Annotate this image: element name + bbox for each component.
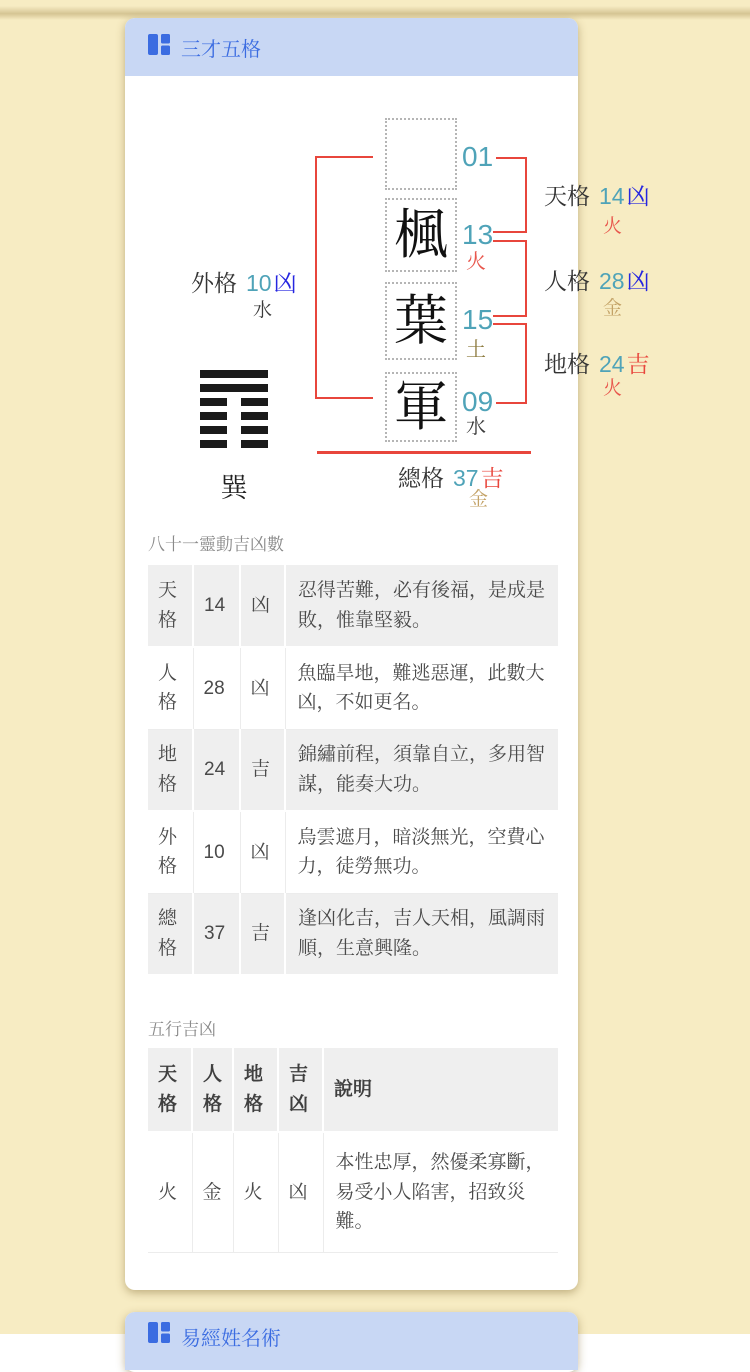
table-row bbox=[148, 647, 558, 729]
name-char-box bbox=[385, 372, 457, 442]
sancai-card bbox=[125, 18, 650, 1290]
cell-grid: 總格 bbox=[148, 893, 193, 975]
stroke-count: 13 bbox=[462, 219, 494, 250]
hexagram-line-broken bbox=[200, 412, 268, 420]
cell-value: 28 bbox=[193, 647, 240, 729]
grid-name: 天格 bbox=[544, 183, 590, 209]
outer-grid-label bbox=[191, 270, 297, 296]
grid-luck: 吉 bbox=[626, 351, 650, 377]
cell-desc: 忍得苦難，必有後福，是成是敗，惟靠堅毅。 bbox=[285, 565, 558, 647]
grid-value: 24 bbox=[599, 351, 625, 377]
grid-name: 人格 bbox=[544, 268, 590, 294]
table-row bbox=[148, 565, 558, 647]
header-cell: 說明 bbox=[323, 1048, 558, 1132]
card-title: 三才五格 bbox=[181, 38, 261, 61]
stroke-element: 水 bbox=[466, 416, 486, 438]
hexagram-label: 巽 bbox=[220, 473, 248, 503]
heaven-grid-bracket-line bbox=[493, 231, 527, 233]
earth-grid-bracket-line bbox=[496, 402, 527, 404]
cell-luck: 吉 bbox=[240, 729, 285, 811]
heaven-grid-bracket-line bbox=[525, 157, 527, 233]
cell-di-element: 火 bbox=[233, 1132, 278, 1252]
cell-value: 10 bbox=[193, 811, 240, 893]
sancai-card-header bbox=[125, 18, 578, 76]
grid-name: 總格 bbox=[398, 465, 444, 491]
heaven-grid-bracket-line bbox=[496, 157, 527, 159]
grid-value: 10 bbox=[246, 270, 272, 296]
eighty-one-table bbox=[148, 565, 558, 976]
cell-grid: 地格 bbox=[148, 729, 193, 811]
earth-grid-label bbox=[544, 351, 650, 377]
name-char-box bbox=[385, 282, 457, 360]
table-row bbox=[148, 893, 558, 975]
person-grid-element: 金 bbox=[603, 298, 623, 319]
grid-luck: 吉 bbox=[480, 465, 504, 491]
stroke-element: 土 bbox=[466, 339, 486, 361]
section-title-five-elements: 五行吉凶 bbox=[148, 1020, 216, 1039]
person-grid-label bbox=[544, 268, 650, 294]
outer-grid-bracket-line bbox=[315, 397, 373, 399]
cell-value: 37 bbox=[193, 893, 240, 975]
grid-luck: 凶 bbox=[273, 270, 297, 296]
stroke-element: 火 bbox=[466, 251, 486, 273]
header-cell: 人格 bbox=[192, 1048, 233, 1132]
total-grid-label bbox=[398, 465, 504, 491]
cell-luck: 凶 bbox=[240, 647, 285, 729]
total-grid-underline bbox=[317, 451, 531, 454]
grid-value: 14 bbox=[599, 183, 625, 209]
grid-name: 地格 bbox=[544, 351, 590, 377]
person-grid-bracket-line bbox=[493, 240, 527, 242]
header-cell: 天格 bbox=[148, 1048, 192, 1132]
grid-luck: 凶 bbox=[626, 268, 650, 294]
outer-grid-element: 水 bbox=[253, 300, 273, 321]
grid-value: 28 bbox=[599, 268, 625, 294]
cell-desc: 錦繡前程，須靠自立，多用智謀，能奏大功。 bbox=[285, 729, 558, 811]
header-cell: 地格 bbox=[233, 1048, 278, 1132]
cell-tian-element: 火 bbox=[148, 1132, 192, 1252]
hexagram-line-broken bbox=[200, 398, 268, 406]
cell-value: 24 bbox=[193, 729, 240, 811]
cell-desc: 烏雲遮月，暗淡無光，空費心力，徒勞無功。 bbox=[285, 811, 558, 893]
name-char: 軍 bbox=[394, 377, 448, 437]
grid-name: 外格 bbox=[191, 270, 237, 296]
cell-desc: 逢凶化吉，吉人天相，風調雨順，生意興隆。 bbox=[285, 893, 558, 975]
yijing-card-header bbox=[125, 1312, 578, 1370]
hexagram-line-solid bbox=[200, 370, 268, 378]
hexagram-line-broken bbox=[200, 440, 268, 448]
name-char-box bbox=[385, 198, 457, 272]
outer-grid-bracket-line bbox=[315, 156, 373, 158]
section-title-eighty-one: 八十一靈動吉凶數 bbox=[148, 535, 284, 554]
hexagram-line-broken bbox=[200, 426, 268, 434]
cell-desc: 魚臨旱地，難逃惡運，此數大凶，不如更名。 bbox=[285, 647, 558, 729]
outer-grid-bracket-line bbox=[315, 156, 317, 399]
table-header-row bbox=[148, 1048, 558, 1132]
cell-ren-element: 金 bbox=[192, 1132, 233, 1252]
person-grid-bracket-line bbox=[493, 315, 527, 317]
cell-luck: 凶 bbox=[240, 811, 285, 893]
total-grid-element: 金 bbox=[469, 489, 489, 510]
blocks-icon bbox=[148, 1322, 171, 1348]
five-elements-table bbox=[148, 1048, 558, 1253]
name-char: 楓 bbox=[394, 205, 448, 265]
yijing-card bbox=[125, 1312, 578, 1372]
stroke-count: 09 bbox=[462, 386, 494, 417]
grid-value: 37 bbox=[453, 465, 479, 491]
table-row bbox=[148, 811, 558, 893]
stroke-count: 01 bbox=[462, 141, 494, 172]
header-cell: 吉凶 bbox=[278, 1048, 323, 1132]
hexagram-line-solid bbox=[200, 384, 268, 392]
cell-luck: 凶 bbox=[278, 1132, 323, 1252]
blocks-icon bbox=[148, 34, 171, 60]
cell-grid: 外格 bbox=[148, 811, 193, 893]
heaven-grid-element: 火 bbox=[603, 216, 623, 237]
person-grid-bracket-line bbox=[525, 240, 527, 317]
grid-luck: 凶 bbox=[626, 183, 650, 209]
cell-luck: 吉 bbox=[240, 893, 285, 975]
cell-luck: 凶 bbox=[240, 565, 285, 647]
earth-grid-element: 火 bbox=[603, 378, 623, 399]
stroke-count: 15 bbox=[462, 304, 494, 335]
table-row bbox=[148, 1132, 558, 1252]
cell-grid: 天格 bbox=[148, 565, 193, 647]
earth-grid-bracket-line bbox=[525, 323, 527, 404]
name-char: 葉 bbox=[394, 291, 448, 351]
cell-grid: 人格 bbox=[148, 647, 193, 729]
card-title: 易經姓名術 bbox=[181, 1328, 281, 1350]
cell-desc: 本性忠厚，然優柔寡斷，易受小人陷害，招致災難。 bbox=[323, 1132, 558, 1252]
surname-placeholder-box bbox=[385, 118, 457, 190]
heaven-grid-label bbox=[544, 183, 650, 209]
cell-value: 14 bbox=[193, 565, 240, 647]
table-row bbox=[148, 729, 558, 811]
earth-grid-bracket-line bbox=[493, 323, 527, 325]
hexagram-icon bbox=[200, 370, 268, 454]
